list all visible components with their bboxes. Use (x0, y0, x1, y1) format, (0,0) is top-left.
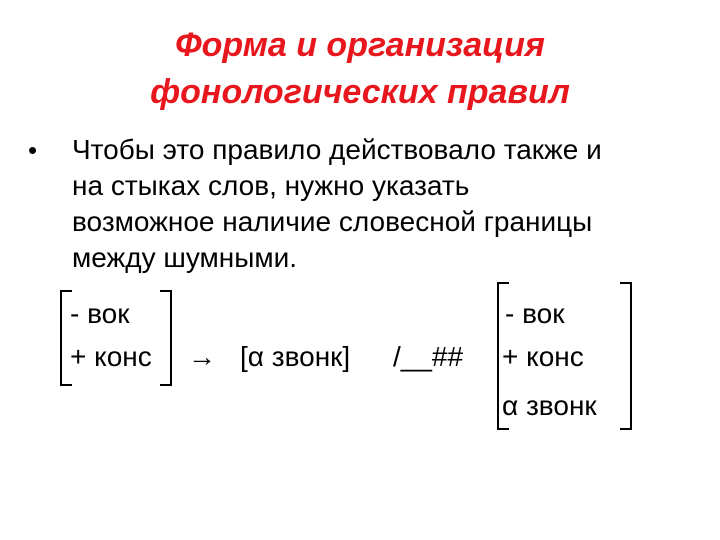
bullet-line: на стыках слов, нужно указать (72, 170, 470, 201)
input-feature-consonantal: + конс (70, 341, 152, 372)
title-line-1: Форма и организация (175, 26, 545, 64)
title-line-2: фонологических правил (150, 73, 570, 111)
bullet-line: между шумными. (72, 242, 298, 273)
context-feature-voice: α звонк (502, 390, 597, 421)
bullet-text (72, 132, 602, 276)
bullet-line: возможное наличие словесной границы (72, 206, 593, 237)
context-feature-vocalic: - вок (505, 298, 565, 329)
input-matrix-right-bracket (160, 290, 172, 386)
bullet-marker: • (28, 135, 38, 165)
context-feature-consonantal: + конс (502, 341, 584, 372)
input-feature-vocalic: - вок (70, 298, 130, 329)
context-matrix-right-bracket (620, 282, 632, 430)
rule-environment: /__## (393, 341, 464, 372)
bullet-line: Чтобы это правило действовало также и (72, 134, 602, 165)
rule-output: [α звонк] (240, 341, 351, 372)
rule-arrow: → (188, 341, 216, 372)
slide-title (0, 22, 720, 116)
